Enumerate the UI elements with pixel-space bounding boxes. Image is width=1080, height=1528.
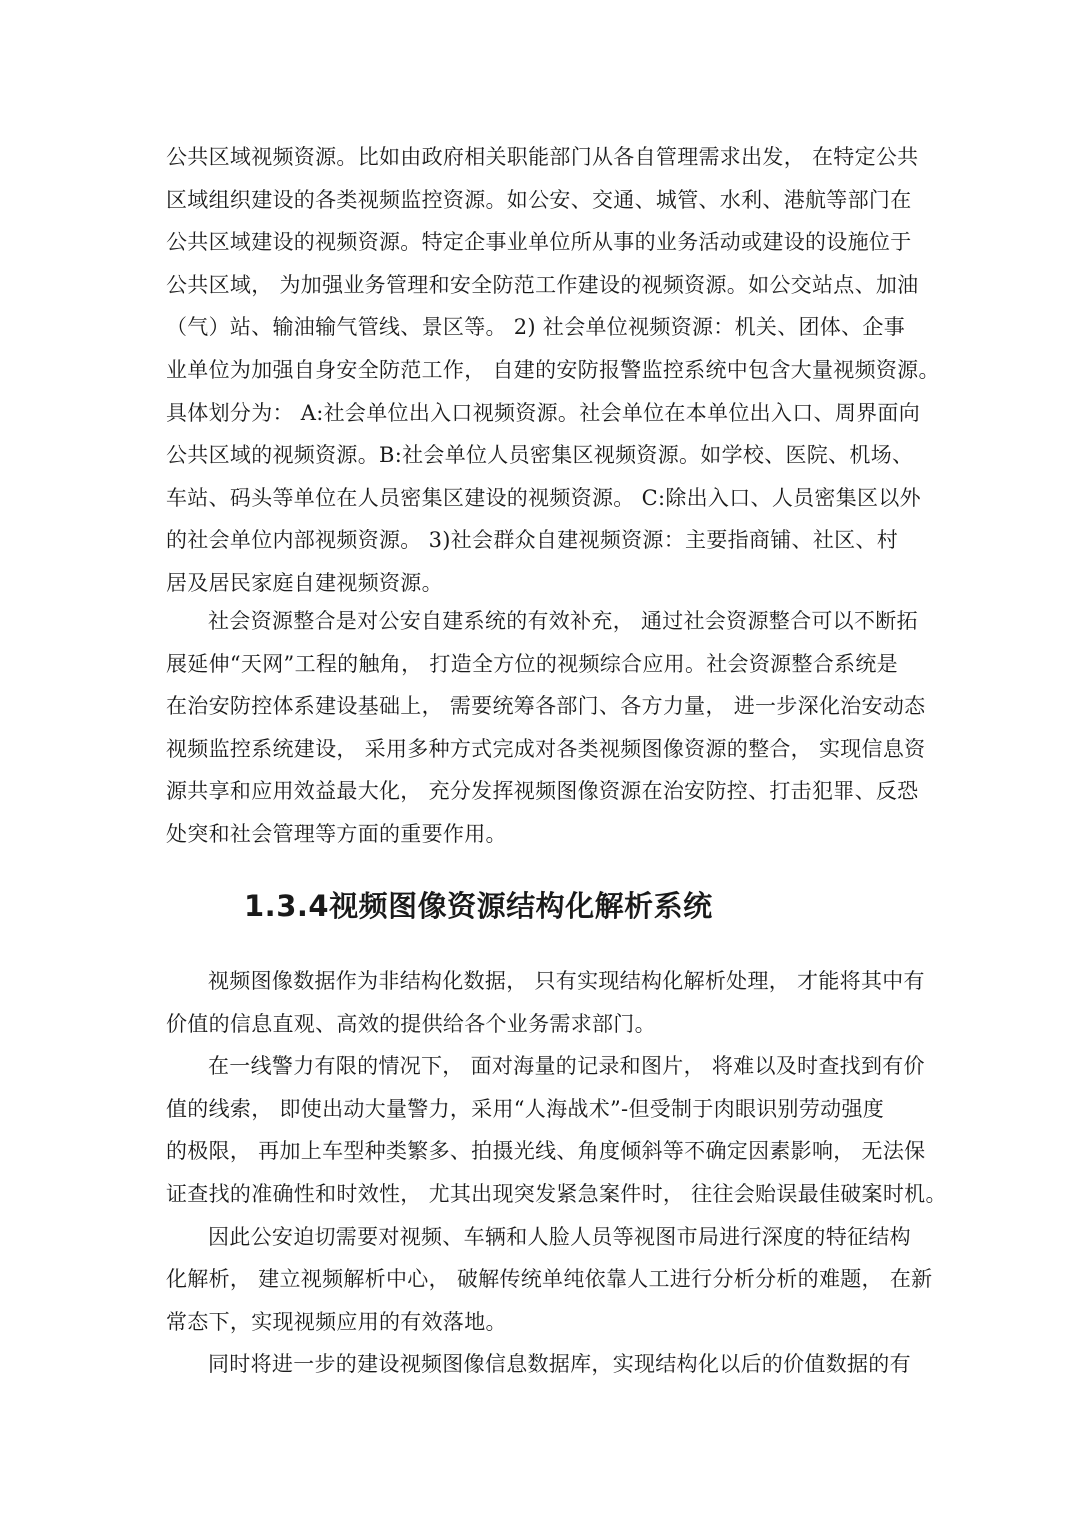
text-line: 价值的信息直观、高效的提供给各个业务需求部门。 <box>166 1011 656 1036</box>
text-line: 业单位为加强自身安全防范工作， 自建的安防报警监控系统中包含大量视频资源。 <box>166 357 940 382</box>
text-line: （气）站、输油输气管线、景区等。 2) 社会单位视频资源：机关、团体、企事 <box>166 315 906 340</box>
paragraph-social-resource-integration <box>166 600 926 856</box>
text-line: 视频监控系统建设， 采用多种方式完成对各类视频图像资源的整合， 实现信息资 <box>166 736 926 761</box>
text-line: 的极限， 再加上车型种类繁多、拍摄光线、角度倾斜等不确定因素影响， 无法保 <box>166 1139 926 1164</box>
text-line: 常态下，实现视频应用的有效落地。 <box>166 1309 507 1334</box>
text-line: 在一线警力有限的情况下， 面对海量的记录和图片， 将难以及时查找到有价 <box>208 1054 925 1079</box>
paragraph-structured-analysis <box>166 960 947 1386</box>
text-line: 展延伸“天网”工程的触角， 打造全方位的视频综合应用。社会资源整合系统是 <box>166 651 898 676</box>
text-line: 具体划分为： A:社会单位出入口视频资源。社会单位在本单位出入口、周界面向 <box>166 400 921 425</box>
text-line: 源共享和应用效益最大化， 充分发挥视频图像资源在治安防控、打击犯罪、反恐 <box>166 779 919 804</box>
text-line: 公共区域建设的视频资源。特定企事业单位所从事的业务活动或建设的设施位于 <box>166 230 912 255</box>
text-line: 值的线索， 即使出动大量警力，采用“人海战术”-但受制于肉眼识别劳动强度 <box>166 1096 885 1121</box>
text-line: 同时将进一步的建设视频图像信息数据库，实现结构化以后的价值数据的有 <box>208 1352 911 1377</box>
text-line: 社会资源整合是对公安自建系统的有效补充， 通过社会资源整合可以不断拓 <box>208 609 918 633</box>
text-line: 因此公安迫切需要对视频、车辆和人脸人员等视图市局进行深度的特征结构 <box>208 1224 911 1249</box>
text-line: 化解析， 建立视频解析中心， 破解传统单纯依靠人工进行分析分析的难题， 在新 <box>166 1267 933 1292</box>
text-line: 视频图像数据作为非结构化数据， 只有实现结构化解析处理， 才能将其中有 <box>208 969 925 993</box>
text-line: 的社会单位内部视频资源。 3)社会群众自建视频资源：主要指商铺、社区、村 <box>166 528 899 553</box>
text-line: 在治安防控体系建设基础上， 需要统筹各部门、各方力量， 进一步深化治安动态 <box>166 694 926 719</box>
text-line: 居及居民家庭自建视频资源。 <box>166 570 443 595</box>
text-line: 处突和社会管理等方面的重要作用。 <box>166 821 507 846</box>
text-line: 公共区域， 为加强业务管理和安全防范工作建设的视频资源。如公交站点、加油 <box>166 272 919 297</box>
text-line: 公共区域视频资源。比如由政府相关职能部门从各自管理需求出发， 在特定公共 <box>166 145 919 169</box>
text-line: 车站、码头等单位在人员密集区建设的视频资源。 C:除出入口、人员密集区以外 <box>166 485 921 510</box>
paragraph-public-resources <box>166 136 940 605</box>
text-line: 证查找的准确性和时效性， 尤其出现突发紧急案件时， 往往会贻误最佳破案时机。 <box>166 1181 947 1206</box>
section-heading: 1.3.4视频图像资源结构化解析系统 <box>244 889 713 923</box>
text-line: 公共区域的视频资源。B:社会单位人员密集区视频资源。如学校、医院、机场、 <box>166 443 914 468</box>
text-line: 区域组织建设的各类视频监控资源。如公安、交通、城管、水利、港航等部门在 <box>166 187 912 212</box>
